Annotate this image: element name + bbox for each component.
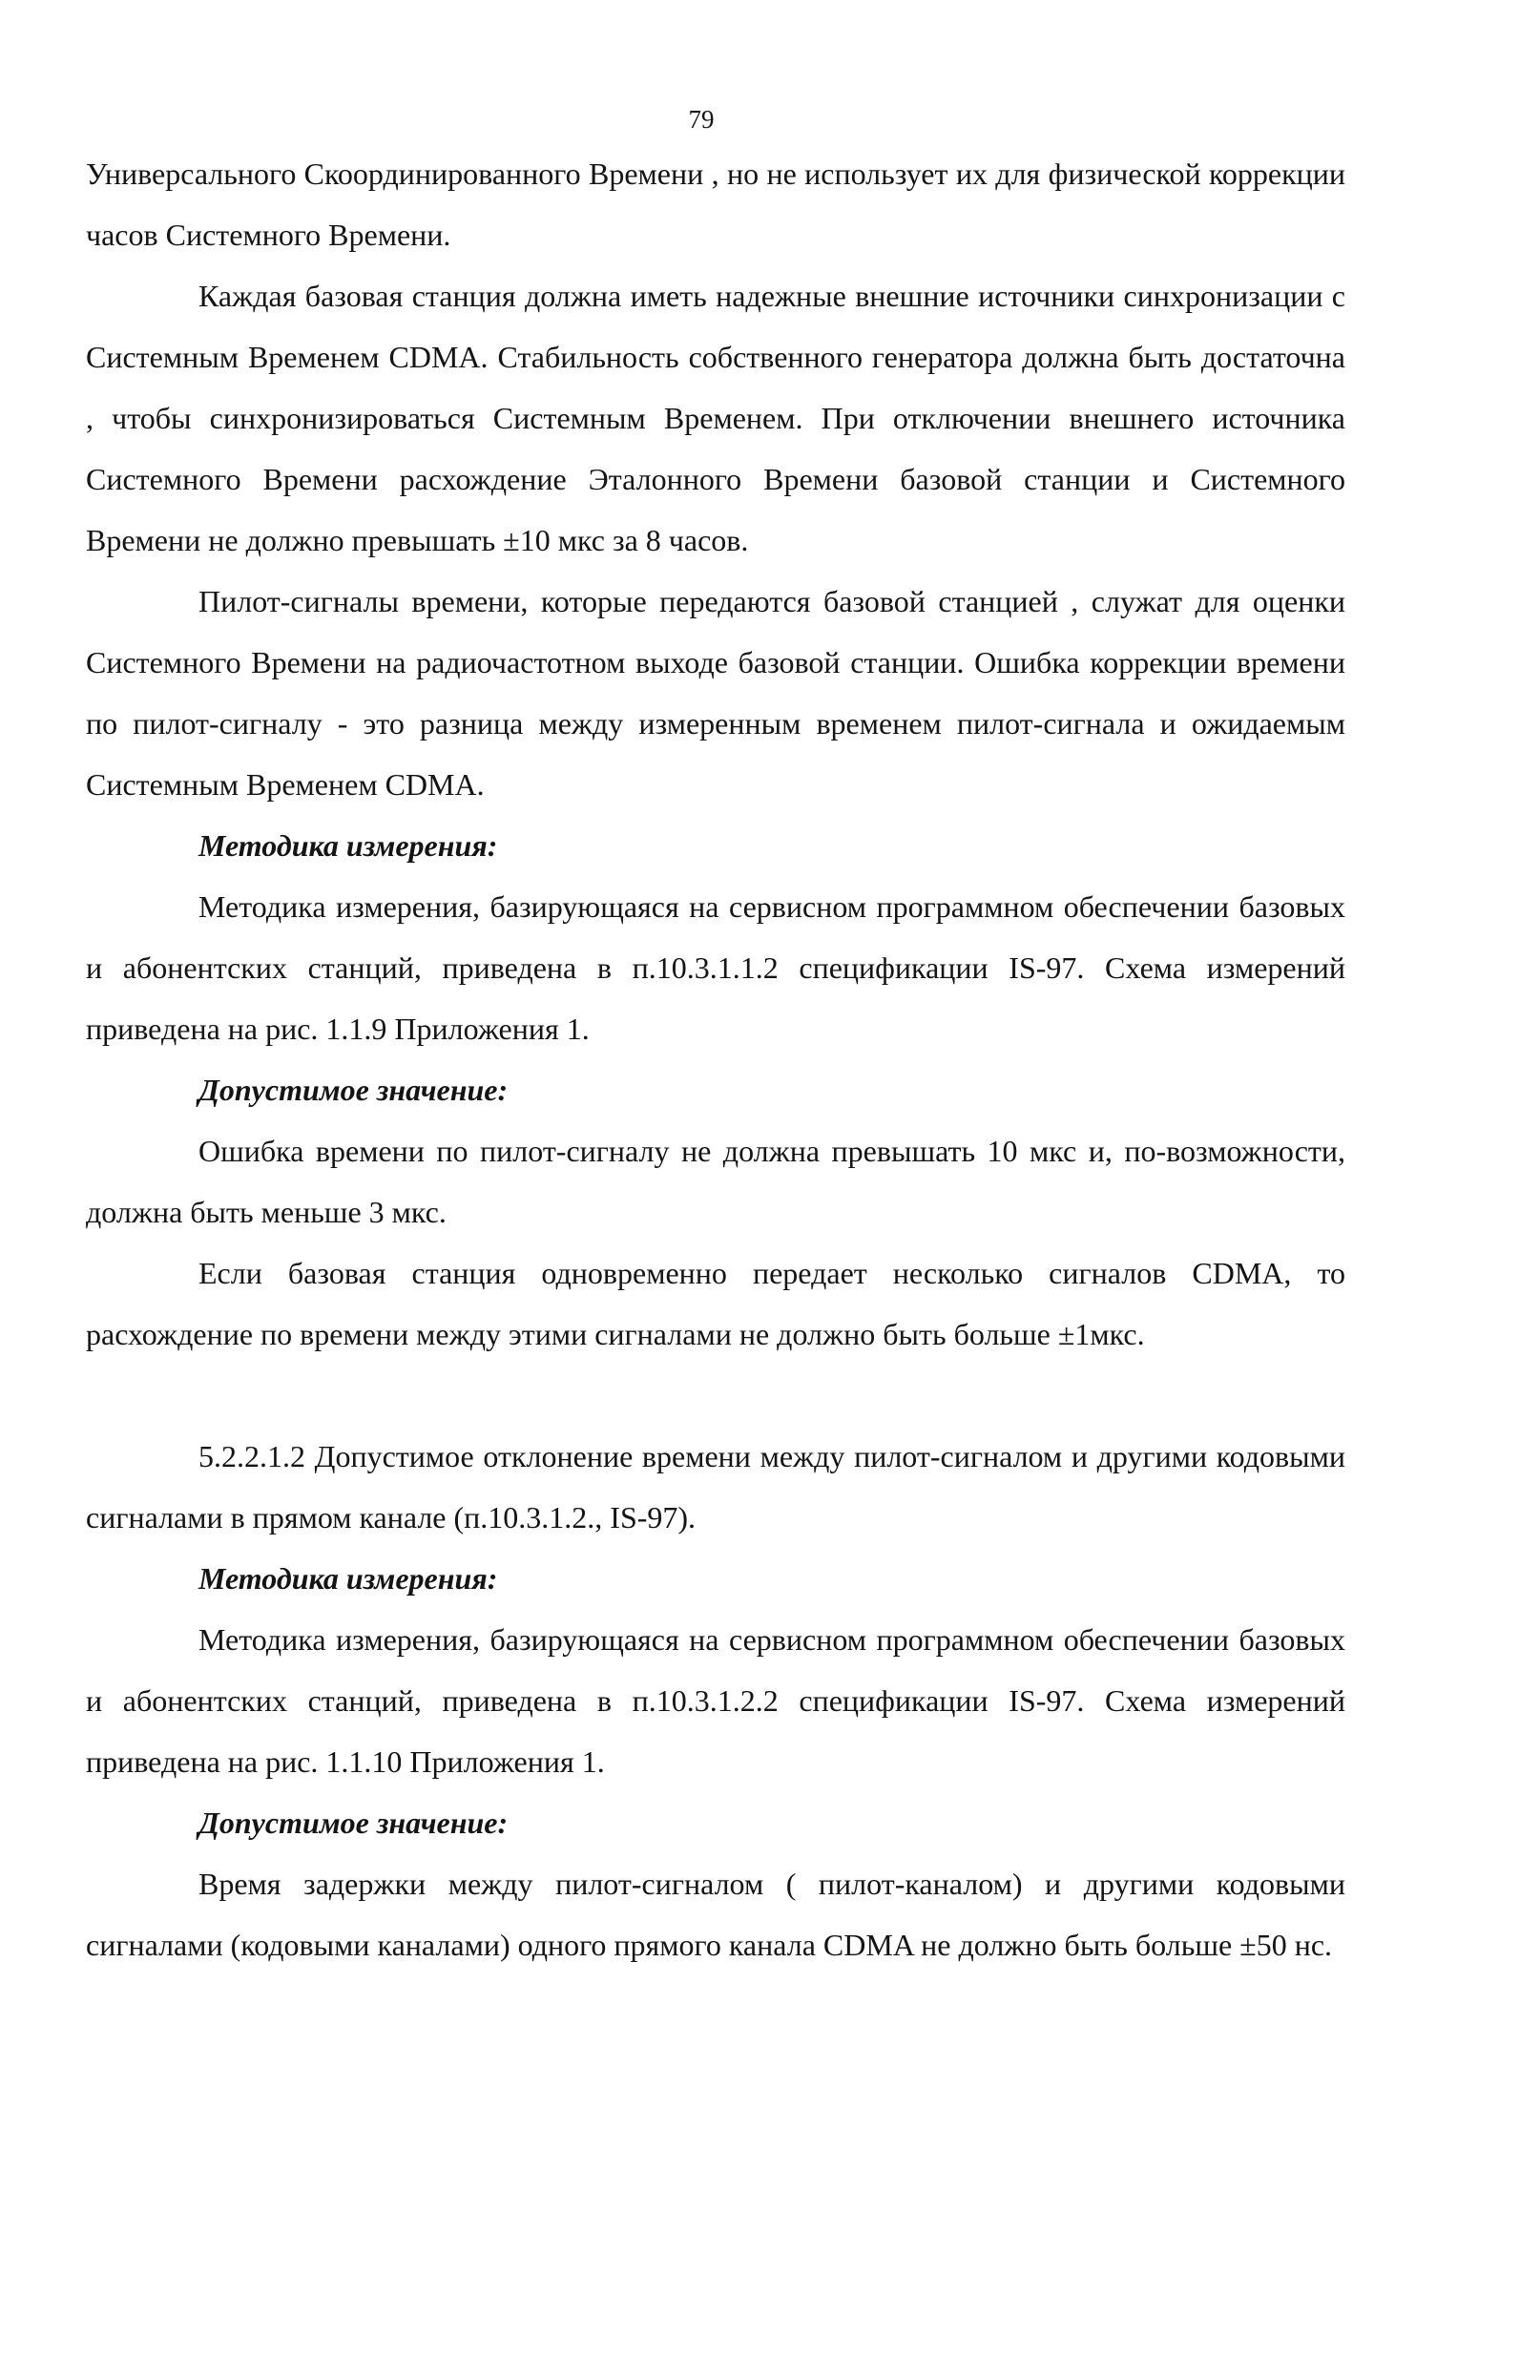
paragraph-measurement-method: Методика измерения, базирующаяся на сервисном программном обеспечении базовых и абонентских станций, приведена в п.10.3.1.1.2 спецификации IS-97. Схема измерений приведена на рис. 1.1.9 Приложения 1. [86, 889, 1345, 1046]
paragraph-pilot-signals: Пилот-сигналы времени, которые передаются базовой станцией , служат для оценки Системного Времени на радиочастотном выходе базовой станции. Ошибка коррекции времени по пилот-сигналу - это разница между измеренным временем пилот-сигнала и ожидаемым Системным Временем CDMA. [86, 584, 1345, 802]
paragraph-continuation: Универсального Скоординированного Времени , но не использует их для физической коррекции часов Системного Времени. [86, 157, 1345, 252]
heading-permissible-value: Допустимое значение: [198, 1073, 509, 1107]
section-heading-5-2-2-1-2: 5.2.2.1.2 Допустимое отклонение времени между пилот-сигналом и другими кодовыми сигналами в прямом канале (п.10.3.1.2., IS-97). [86, 1439, 1345, 1534]
section-gap [86, 1365, 1345, 1426]
heading-measurement-method-2: Методика измерения: [198, 1561, 498, 1596]
paragraph-measurement-method-2: Методика измерения, базирующаяся на сервисном программном обеспечении базовых и абонентских станций, приведена в п.10.3.1.2.2 спецификации IS-97. Схема измерений приведена на рис. 1.1.10 Приложения 1. [86, 1622, 1345, 1779]
page-number: 79 [688, 105, 715, 134]
page-body [86, 143, 1345, 1975]
paragraph-permissible-value-2: Время задержки между пилот-сигналом ( пилот-каналом) и другими кодовыми сигналами (кодовыми каналами) одного прямого канала CDMA не должно быть больше ±50 нс. [86, 1867, 1345, 1962]
paragraph-multiple-signals: Если базовая станция одновременно передает несколько сигналов CDMA, то расхождение по времени между этими сигналами не должно быть больше ±1мкс. [86, 1256, 1345, 1351]
paragraph-permissible-value: Ошибка времени по пилот-сигналу не должна превышать 10 мкс и, по-возможности, должна быть меньше 3 мкс. [86, 1134, 1345, 1229]
heading-measurement-method: Методика измерения: [198, 828, 498, 863]
paragraph-sync-sources: Каждая базовая станция должна иметь надежные внешние источники синхронизации с Системным Временем CDMA. Стабильность собственного генератора должна быть достаточна , чтобы синхронизироваться Системным Временем. При отключении внешнего источника Системного Времени расхождение Эталонного Времени базовой станции и Системного Времени не должно превышать ±10 мкс за 8 часов. [86, 279, 1345, 557]
heading-permissible-value-2: Допустимое значение: [198, 1806, 509, 1840]
